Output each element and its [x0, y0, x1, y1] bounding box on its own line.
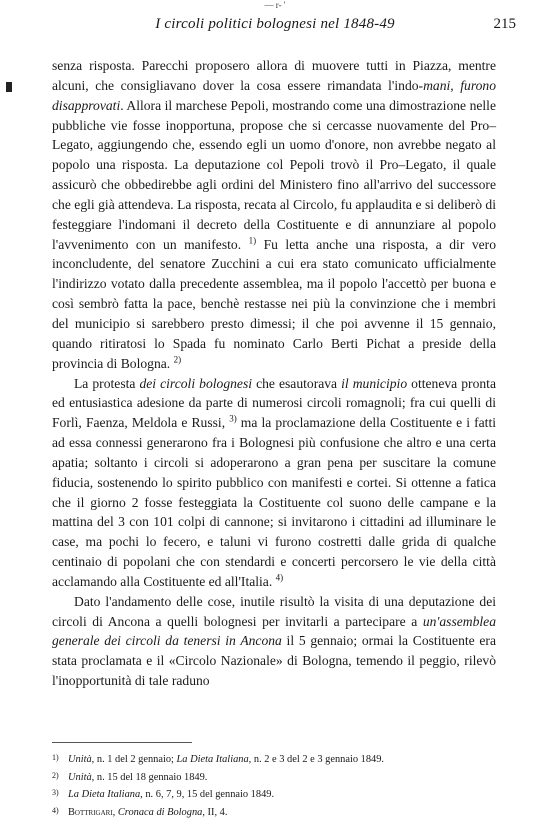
- margin-mark: [6, 82, 12, 92]
- text-run: Dato l'andamento delle cose, inutile risultò la visita di una deputazione dei circoli di Ancona a quelli bolognesi per invitarli a partecipare a: [52, 593, 496, 629]
- italic-text: il municipio: [341, 375, 408, 391]
- footnote-number: 2): [52, 770, 59, 780]
- italic-text: Unità: [68, 754, 92, 765]
- text-run: Fu letta anche una risposta, a dir vero inconcludente, del senatore Zucchini a cui era stato comunicato ufficialmente l'indirizzo votato dalla precedente assemblea, ma il popolo l'accettò per buona e così sembrò fatta la pace, benchè restasse nei più la convinzione che i membri del municipio si sarebbero presto dimessi; il che poi avvenne il 15 gennaio, quando ritiratosi lo Spada fu nominato Carlo Berti Pichat a preside della provincia di Bologna.: [52, 236, 496, 371]
- footnote: [52, 768, 502, 786]
- italic-text: mani, furono disapprovati: [52, 77, 497, 113]
- text-run: il 5 gennaio; ormai la Costituente era stata proclamata e il «Circolo Nazionale» di Bologna, temendo il peggio, rilevò l'inopportunità di tale raduno: [52, 633, 496, 689]
- paragraph: [52, 592, 496, 691]
- footnote-number: 3): [52, 788, 59, 798]
- text-run: ma la proclamazione della Costituente e i fatti ad essa connessi generarono fra i Bolognesi più confusione che altro e una certa apatia; soltanto i circoli si adoperarono a gran pena per suscitare la comune fiducia, sostenendo lo spirito pubblico con manifesti e cortei. Si ottenne a fatica che il giorno 2 fosse festeggiata la Costituente col suono delle campane e la mattina del 3 con 101 colpi di cannone; si invitarono i cittadini ad illuminare le case, ma pochi lo fecero, e taluni vi furono costretti dalle grida di qualche centinaio di popolani che con stendardi e concerti percorsero le vie della città acclamando alla Costituente ed all'Italia.: [52, 415, 496, 589]
- running-header: [0, 10, 550, 38]
- top-mark: — r- ': [264, 0, 286, 10]
- italic-text: dei circoli bolognesi: [139, 375, 253, 391]
- italic-text: Unità: [68, 771, 92, 783]
- text-run: . Allora il marchese Pepoli, mostrando come una dimostrazione nelle pubbliche vie fosse inopportuna, propose che si cercasse nuovamente del Pro–Legato, aggiungendo che, essendo egli un uomo d'onore, non avrebbe negato al popolo una risposta. La deputazione col Pepoli trovò il Pro–Legato, il quale assicurò che obbedirebbe agli ordini del Ministero fino all'arrivo del successore che egli già attendeva. La risposta, recata al Circolo, fu applaudita e si deliberò di festeggiare l'indomani il decreto della Costituente e di annunziare al popolo l'avvenimento con un manifesto.: [52, 97, 496, 252]
- footnote-reference: 1): [248, 235, 257, 246]
- page-number: 215: [493, 16, 516, 32]
- text-run: , II, 4.: [202, 806, 228, 818]
- footnotes: [52, 750, 502, 820]
- text-run: , n. 6, 7, 9, 15 del gennaio 1849.: [140, 789, 275, 801]
- body-text: [52, 56, 496, 691]
- text-run: senza risposta. Parecchi proposero allora di muovere tutti in Piazza, mentre alcuni, che consigliavano dover la cosa essere rimandata l'indo-: [52, 58, 496, 93]
- footnote-reference: 3): [229, 413, 237, 424]
- footnote: [52, 785, 502, 803]
- footnote-reference: 4): [275, 572, 284, 583]
- text-run: , n. 1 del 2 gennaio;: [91, 754, 177, 765]
- footnote-number: 4): [52, 805, 59, 815]
- italic-text: Cronaca di Bologna: [117, 806, 203, 818]
- text-run: La protesta: [74, 375, 140, 391]
- footnote-number: 1): [52, 753, 59, 762]
- italic-text: La Dieta Italiana: [68, 789, 141, 801]
- author-name: Bottrigari: [68, 806, 113, 818]
- footnote-rule: [52, 742, 192, 743]
- paragraph: [52, 374, 496, 592]
- text-run: che esautorava: [252, 375, 342, 391]
- text-run: ,: [112, 806, 118, 818]
- paragraph: [52, 56, 496, 374]
- footnote: [52, 803, 502, 821]
- text-run: otteneva pronta ed entusiastica adesione da parte di numerosi circoli romagnoli; fra cui quelli di Forlì, Faenza, Meldola e Russi,: [52, 375, 496, 431]
- footnote: [52, 750, 502, 768]
- footnote-reference: 2): [173, 354, 182, 365]
- text-run: , n. 2 e 3 del 2 e 3 gennaio 1849.: [248, 754, 385, 765]
- text-run: , n. 15 del 18 gennaio 1849.: [91, 771, 208, 783]
- running-title: I circoli politici bolognesi nel 1848-49: [155, 16, 395, 32]
- italic-text: La Dieta Italiana: [176, 754, 249, 765]
- italic-text: un'assemblea generale dei circoli da tenersi in Ancona: [52, 613, 496, 649]
